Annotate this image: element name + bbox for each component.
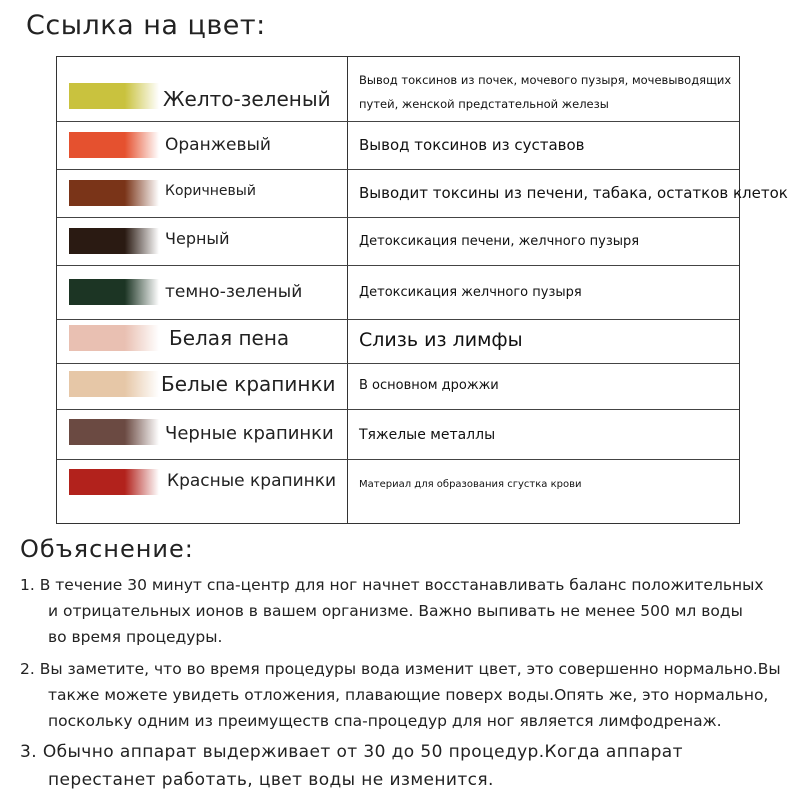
explanation-line: 1. В течение 30 минут спа-центр для ног начнет восстанавливать баланс положительных xyxy=(20,576,764,594)
swatch-yellow-green xyxy=(69,83,159,109)
explanation-heading: Объяснение: xyxy=(20,535,194,563)
explanation-line: 3. Обычно аппарат выдерживает от 30 до 50 процедур.Когда аппарат xyxy=(20,742,683,762)
color-description: Детоксикация печени, желчного пузыря xyxy=(359,234,640,249)
color-description: Слизь из лимфы xyxy=(359,329,523,351)
explanation-line: поскольку одним из преимуществ спа-процедур для ног является лимфодренаж. xyxy=(48,712,722,730)
explanation-item-3 xyxy=(20,738,683,794)
color-description: Выводит токсины из печени, табака, остатков клеток xyxy=(359,184,788,202)
color-name: Белая пена xyxy=(169,326,290,350)
swatch-black-specks xyxy=(69,419,159,445)
table-row xyxy=(57,363,739,409)
table-row xyxy=(57,217,739,265)
explanation-line: перестанет работать, цвет воды не изменится. xyxy=(48,770,494,790)
swatch-orange xyxy=(69,132,159,158)
color-description: Материал для образования сгустка крови xyxy=(359,479,582,490)
color-name: Желто-зеленый xyxy=(163,87,331,111)
table-row xyxy=(57,265,739,319)
color-name: Черные крапинки xyxy=(165,423,334,444)
color-name: Оранжевый xyxy=(165,135,271,155)
explanation-item-1 xyxy=(20,572,764,650)
swatch-red-specks xyxy=(69,469,159,495)
color-name: Белые крапинки xyxy=(161,372,336,396)
table-row xyxy=(57,319,739,363)
color-name: Коричневый xyxy=(165,183,256,199)
table-row xyxy=(57,409,739,459)
explanation-line: и отрицательных ионов в вашем организме. Важно выпивать не менее 500 мл воды xyxy=(48,602,743,620)
color-name: темно-зеленый xyxy=(165,282,303,302)
swatch-brown xyxy=(69,180,159,206)
swatch-white-specks xyxy=(69,371,159,397)
color-description: В основном дрожжи xyxy=(359,378,499,393)
explanation-line: 2. Вы заметите, что во время процедуры вода изменит цвет, это совершенно нормально.Вы xyxy=(20,660,781,678)
color-description: Детоксикация желчного пузыря xyxy=(359,285,582,300)
table-row xyxy=(57,57,739,121)
swatch-white-foam xyxy=(69,325,159,351)
table-row xyxy=(57,121,739,169)
explanation-line: во время процедуры. xyxy=(48,628,223,646)
color-reference-table xyxy=(56,56,788,524)
page-title: Ссылка на цвет: xyxy=(26,10,266,41)
table-row xyxy=(57,169,788,217)
swatch-dark-green xyxy=(69,279,159,305)
color-description: Вывод токсинов из почек, мочевого пузыря, мочевыводящих xyxy=(359,73,732,87)
color-description: Тяжелые металлы xyxy=(359,427,496,443)
color-name: Красные крапинки xyxy=(167,471,337,491)
swatch-black xyxy=(69,228,159,254)
table-row xyxy=(57,459,739,525)
explanation-item-2 xyxy=(20,656,781,734)
color-description-line2: путей, женской предстательной железы xyxy=(359,97,609,111)
color-description: Вывод токсинов из суставов xyxy=(359,136,585,154)
explanation-line: также можете увидеть отложения, плавающие поверх воды.Опять же, это нормально, xyxy=(48,686,769,704)
color-name: Черный xyxy=(165,229,230,248)
